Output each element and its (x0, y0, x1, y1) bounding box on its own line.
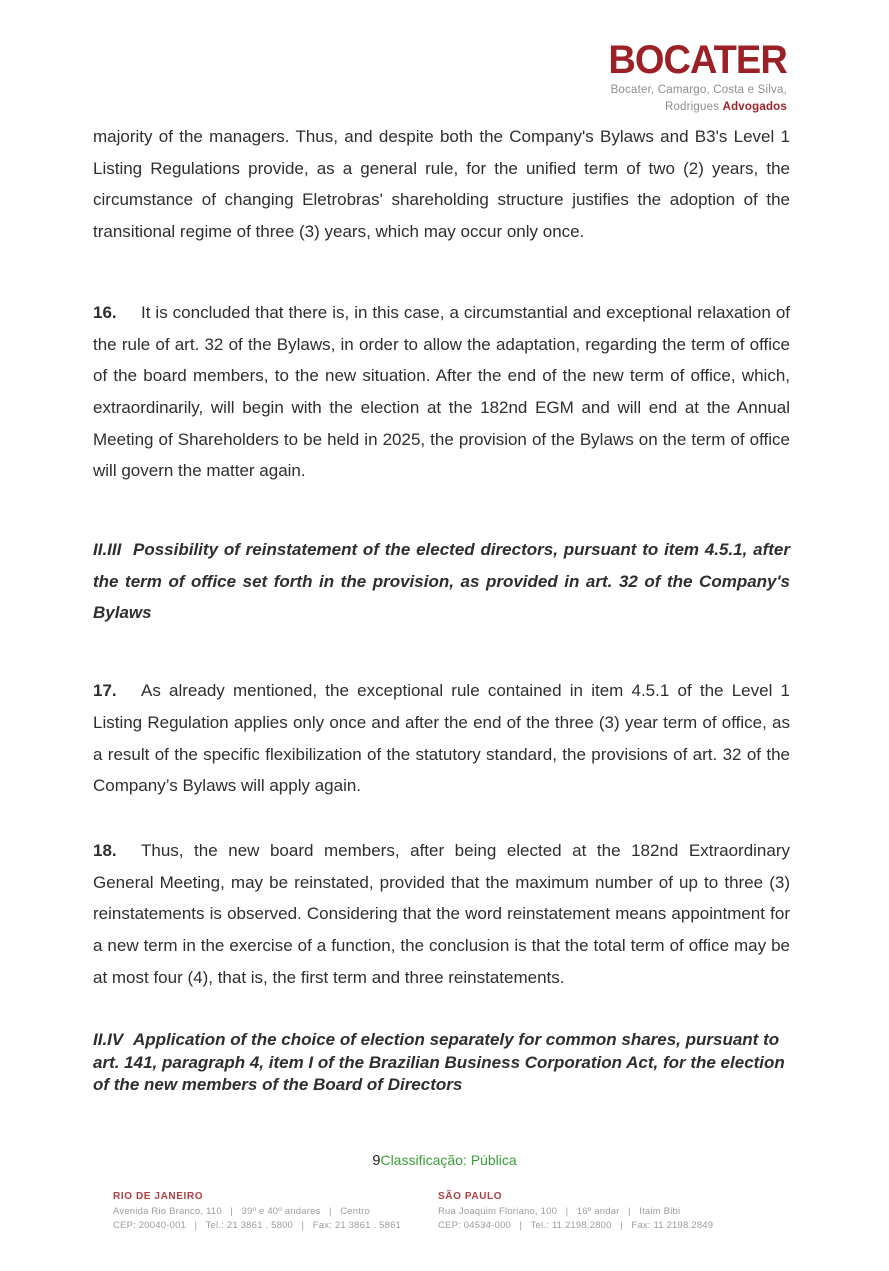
paragraph-16-text: It is concluded that there is, in this case, a circumstantial and exceptional relaxation of the rule of art. 32 of the Bylaws, in order to allow the adaptation, regarding the term of office of the board members, to the new situation. After the end of the new term of office, which, extraordinarily, will begin with the election at the 182nd EGM and will end at the Annual Meeting of Shareholders to be held in 2025, the provision of the Bylaws on the term of office will govern the matter again. (93, 302, 790, 481)
footer-office-rio (113, 1190, 401, 1234)
heading-ii-iv-number: II.IV (93, 1030, 124, 1050)
footer-office-sp (438, 1190, 713, 1234)
footer-office-sp-contact: CEP: 04534-000 | Tel.: 11 2198.2800 | Fax: 11 2198.2849 (438, 1220, 714, 1231)
footer-office-rio-city: RIO DE JANEIRO (113, 1191, 204, 1202)
logo-subtitle-gray: Rodrigues (664, 101, 723, 113)
logo-subtitle-red: Advogados (722, 101, 787, 113)
paragraph-18-text: Thus, the new board members, after being elected at the 182nd Extraordinary General Meeting, may be reinstated, provided that the maximum number of up to three (3) reinstatements is observed. Considering that the word reinstatement means appointment for a new term in the exercise of a function, the conclusion is that the total term of office may be at most four (4), that is, the first term and three reinstatements. (93, 840, 790, 987)
paragraph-17-text: As already mentioned, the exceptional rule contained in item 4.5.1 of the Level 1 Listing Regulation applies only once and after the end of the three (3) year term of office, as a result of the specific flexibilization of the statutory standard, the provisions of art. 32 of the Company’s Bylaws will apply again. (93, 681, 790, 796)
heading-ii-iii (93, 534, 790, 629)
heading-ii-iii-text: Possibility of reinstatement of the elected directors, pursuant to item 4.5.1, after the term of office set forth in the provision, as provided in art. 32 of the Company's Bylaws (93, 540, 790, 623)
footer-office-sp-address: Rua Joaquim Floriano, 100 | 16º andar | Itaim Bibi (438, 1205, 681, 1217)
logo-subtitle-line1: Bocater, Camargo, Costa e Silva, (610, 84, 787, 96)
footer-office-sp-city: SÃO PAULO (438, 1191, 503, 1202)
page-number: 9 (372, 1153, 381, 1169)
document-body (93, 121, 790, 1096)
paragraph-17 (93, 675, 790, 802)
paragraph-16-number: 16. (93, 302, 117, 322)
heading-ii-iii-number: II.III (93, 540, 122, 560)
paragraph-17-number: 17. (93, 681, 117, 701)
paragraph-18-number: 18. (93, 840, 117, 860)
classification-line (0, 1152, 889, 1170)
classification-label: Classificação: Pública (380, 1152, 517, 1168)
heading-ii-iv-text: Application of the choice of election separately for common shares, pursuant to art. 141, paragraph 4, item I of the Brazilian Business Corporation Act, for the election of the new members of the Board of Directors (93, 1030, 785, 1095)
firm-logo (599, 40, 787, 114)
logo-wordmark: BOCATER (608, 38, 787, 82)
paragraph-16 (93, 297, 790, 487)
paragraph-18 (93, 835, 790, 994)
footer-office-rio-contact: CEP: 20040-001 | Tel.: 21 3861 . 5800 | Fax: 21 3861 . 5861 (113, 1220, 402, 1231)
footer-office-rio-address: Avenida Rio Branco, 110 | 39º e 40º andares | Centro (113, 1205, 370, 1217)
logo-subtitle-line2 (599, 100, 787, 114)
paragraph-intro: majority of the managers. Thus, and despite both the Company's Bylaws and B3's Level 1 Listing Regulations provide, as a general rule, for the unified term of two (2) years, the circumstance of changing Eletrobras' shareholding structure justifies the adoption of the transitional regime of three (3) years, which may occur only once. (93, 127, 790, 242)
heading-ii-iv (93, 1029, 790, 1096)
